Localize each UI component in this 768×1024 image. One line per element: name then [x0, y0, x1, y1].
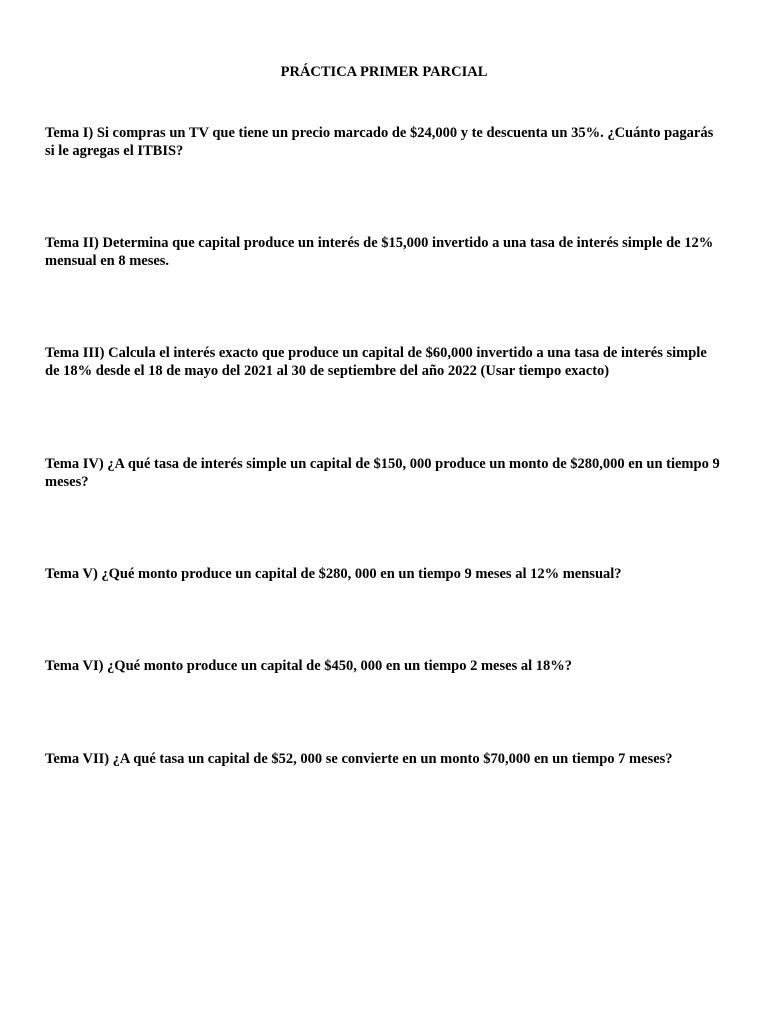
page-title: PRÁCTICA PRIMER PARCIAL	[280, 64, 488, 80]
question-tema-1: Tema I) Si compras un TV que tiene un precio marcado de $24,000 y te descuenta un 35%. ¿Cuánto pagarás si le agregas el ITBIS?	[45, 125, 714, 159]
question-tema-2: Tema II) Determina que capital produce un interés de $15,000 invertido a una tasa de interés simple de 12% mensual en 8 meses.	[45, 235, 714, 269]
question-tema-7: Tema VII) ¿A qué tasa un capital de $52, 000 se convierte en un monto $70,000 en un tiempo 7 meses?	[45, 751, 673, 767]
question-tema-5: Tema V) ¿Qué monto produce un capital de $280, 000 en un tiempo 9 meses al 12% mensual?	[45, 566, 622, 582]
question-tema-6: Tema VI) ¿Qué monto produce un capital de $450, 000 en un tiempo 2 meses al 18%?	[45, 658, 572, 674]
question-tema-4: Tema IV) ¿A qué tasa de interés simple un capital de $150, 000 produce un monto de $280,000 en un tiempo 9 meses?	[45, 456, 720, 490]
question-tema-3: Tema III) Calcula el interés exacto que produce un capital de $60,000 invertido a una tasa de interés simple de 18% desde el 18 de mayo del 2021 al 30 de septiembre del año 2022 (Usar tiempo exacto)	[45, 345, 707, 379]
